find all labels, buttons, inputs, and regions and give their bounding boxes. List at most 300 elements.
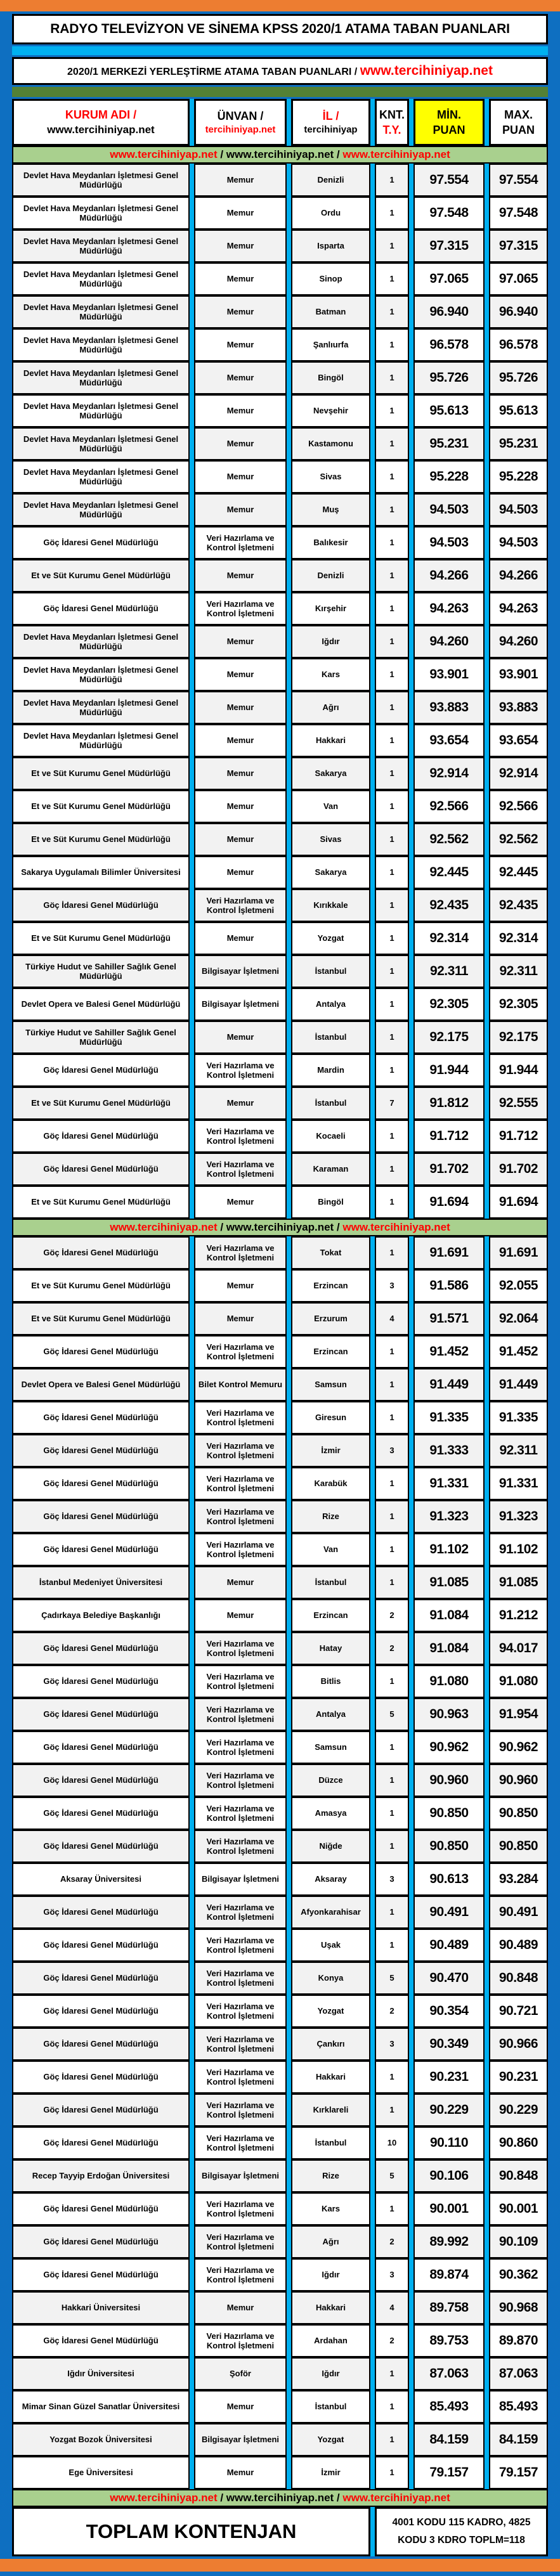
table-row [12,526,548,559]
knt-cell: 1 [375,295,409,328]
min-puan-cell: 94.260 [413,625,485,658]
min-puan-cell: 92.175 [413,1021,485,1054]
tercihiniyap-link[interactable]: www.tercihiniyap.net [342,2492,450,2504]
kurum-cell: Göç İdaresi Genel Müdürlüğü [12,1500,190,1533]
kurum-cell: Göç İdaresi Genel Müdürlüğü [12,592,190,625]
tercihiniyap-link[interactable]: www.tercihiniyap.net [110,1221,218,1233]
tercihiniyap-link[interactable]: www.tercihiniyap.net [226,1221,334,1233]
knt-cell: 2 [375,2225,409,2258]
table-row [12,1962,548,1995]
max-puan-cell: 92.314 [489,922,548,955]
kurum-cell: Hakkari Üniversitesi [12,2291,190,2324]
table-row [12,1566,548,1599]
table-row [12,262,548,295]
unvan-cell: Memur [194,658,287,691]
tercihiniyap-link[interactable]: tercihiniyap.net [205,124,276,136]
knt-cell: 1 [375,230,409,262]
knt-cell: 1 [375,1500,409,1533]
max-puan-cell: 91.702 [489,1153,548,1186]
unvan-cell: Veri Hazırlama ve Kontrol İşletmeni [194,1731,287,1764]
max-puan-cell: 90.229 [489,2094,548,2126]
table-row [12,2225,548,2258]
unvan-cell: Şoför [194,2357,287,2390]
table-row [12,1797,548,1830]
kurum-cell: Et ve Süt Kurumu Genel Müdürlüğü [12,757,190,790]
knt-cell: 1 [375,1929,409,1962]
table-row [12,691,548,724]
knt-cell: 1 [375,2061,409,2094]
table-row [12,394,548,427]
kurum-cell: Göç İdaresi Genel Müdürlüğü [12,889,190,922]
unvan-cell: Veri Hazırlama ve Kontrol İşletmeni [194,1467,287,1500]
unvan-cell: Memur [194,230,287,262]
summary-line-2: KODU 3 KDRO TOPLM=118 [398,2535,525,2546]
table-row [12,1467,548,1500]
il-cell: Samsun [291,1731,370,1764]
il-cell: Sinop [291,262,370,295]
unvan-cell: Veri Hazırlama ve Kontrol İşletmeni [194,2258,287,2291]
table-row [12,1764,548,1797]
table-row [12,295,548,328]
kurum-cell: Aksaray Üniversitesi [12,1863,190,1896]
knt-cell: 1 [375,1153,409,1186]
knt-cell: 1 [375,1368,409,1401]
knt-cell: 2 [375,1599,409,1632]
il-cell: Karaman [291,1153,370,1186]
min-puan-cell: 91.084 [413,1599,485,1632]
promo-bar-bottom: www.tercihiniyap.net / www.tercihiniyap.net / www.tercihiniyap.net [12,2489,548,2507]
subtitle-box [12,57,548,85]
kurum-cell: Devlet Hava Meydanları İşletmesi Genel Müdürlüğü [12,427,190,460]
knt-cell: 1 [375,856,409,889]
unvan-cell: Veri Hazırlama ve Kontrol İşletmeni [194,1896,287,1929]
knt-cell: 2 [375,2324,409,2357]
unvan-cell: Bilgisayar İşletmeni [194,988,287,1021]
cyan-divider-bar [12,46,548,55]
il-cell: İstanbul [291,1566,370,1599]
min-puan-cell: 87.063 [413,2357,485,2390]
min-puan-cell: 92.566 [413,790,485,823]
unvan-cell: Memur [194,427,287,460]
unvan-cell: Veri Hazırlama ve Kontrol İşletmeni [194,2192,287,2225]
table-row [12,164,548,197]
il-cell: Bingöl [291,361,370,394]
page-title: RADYO TELEVİZYON VE SİNEMA KPSS 2020/1 ATAMA TABAN PUANLARI [12,14,548,44]
unvan-cell: Memur [194,1021,287,1054]
max-puan-cell: 91.954 [489,1698,548,1731]
min-puan-cell: 79.157 [413,2456,485,2489]
col-header-unvan: ÜNVAN / tercihiniyap.net [194,99,287,146]
il-cell: Mardin [291,1054,370,1087]
kurum-cell: Devlet Hava Meydanları İşletmesi Genel Müdürlüğü [12,394,190,427]
kurum-cell: Ege Üniversitesi [12,2456,190,2489]
knt-cell: 1 [375,790,409,823]
max-puan-cell: 95.613 [489,394,548,427]
unvan-cell: Veri Hazırlama ve Kontrol İşletmeni [194,1665,287,1698]
table-row [12,230,548,262]
knt-cell: 3 [375,1863,409,1896]
il-cell: Tokat [291,1236,370,1269]
table-row [12,1302,548,1335]
knt-cell: 3 [375,1269,409,1302]
min-puan-cell: 92.314 [413,922,485,955]
table-row [12,2126,548,2159]
min-puan-cell: 92.305 [413,988,485,1021]
kurum-cell: Göç İdaresi Genel Müdürlüğü [12,1731,190,1764]
table-row [12,1236,548,1269]
table-row [12,2028,548,2061]
min-puan-cell: 91.571 [413,1302,485,1335]
min-puan-cell: 89.753 [413,2324,485,2357]
table-row [12,2094,548,2126]
kurum-cell: Göç İdaresi Genel Müdürlüğü [12,1962,190,1995]
kurum-cell: Türkiye Hudut ve Sahiller Sağlık Genel Müdürlüğü [12,955,190,988]
min-puan-cell: 91.333 [413,1434,485,1467]
unvan-cell: Veri Hazırlama ve Kontrol İşletmeni [194,1236,287,1269]
il-cell: Denizli [291,559,370,592]
unvan-cell: Veri Hazırlama ve Kontrol İşletmeni [194,1500,287,1533]
il-cell: İstanbul [291,1021,370,1054]
il-cell: Ağrı [291,2225,370,2258]
max-puan-cell: 91.080 [489,1665,548,1698]
il-cell: Amasya [291,1797,370,1830]
unvan-cell: Bilet Kontrol Memuru [194,1368,287,1401]
max-puan-cell: 94.017 [489,1632,548,1665]
kurum-cell: Et ve Süt Kurumu Genel Müdürlüğü [12,559,190,592]
max-puan-cell: 94.266 [489,559,548,592]
kurum-cell: Iğdır Üniversitesi [12,2357,190,2390]
max-puan-cell: 93.654 [489,724,548,757]
subtitle-text: 2020/1 MERKEZİ YERLEŞTİRME ATAMA TABAN PUANLARI / [67,67,358,77]
knt-cell: 1 [375,460,409,493]
kurum-cell: Göç İdaresi Genel Müdürlüğü [12,1120,190,1153]
kurum-cell: Göç İdaresi Genel Müdürlüğü [12,2258,190,2291]
table-row [12,592,548,625]
kurum-cell: Göç İdaresi Genel Müdürlüğü [12,526,190,559]
min-puan-cell: 92.445 [413,856,485,889]
min-puan-cell: 92.311 [413,955,485,988]
table-row [12,2456,548,2489]
table-row [12,1731,548,1764]
knt-cell: 3 [375,1434,409,1467]
tercihiniyap-link[interactable]: www.tercihiniyap.net [360,63,493,78]
kurum-cell: Devlet Hava Meydanları İşletmesi Genel Müdürlüğü [12,724,190,757]
min-puan-cell: 90.354 [413,1995,485,2028]
table-row [12,1929,548,1962]
il-cell: Erzincan [291,1269,370,1302]
min-puan-cell: 91.691 [413,1236,485,1269]
kurum-cell: Göç İdaresi Genel Müdürlüğü [12,2225,190,2258]
min-puan-cell: 95.726 [413,361,485,394]
knt-cell: 1 [375,1830,409,1863]
unvan-cell: Veri Hazırlama ve Kontrol İşletmeni [194,1764,287,1797]
tercihiniyap-link[interactable]: www.tercihiniyap.net [47,123,155,136]
unvan-cell: Memur [194,1186,287,1219]
unvan-cell: Memur [194,1599,287,1632]
unvan-cell: Memur [194,460,287,493]
il-cell: Niğde [291,1830,370,1863]
il-cell: Bingöl [291,1186,370,1219]
kurum-cell: Göç İdaresi Genel Müdürlüğü [12,2192,190,2225]
rows-section-2 [12,1236,548,2489]
max-puan-cell: 90.489 [489,1929,548,1962]
table-row [12,559,548,592]
min-puan-cell: 91.335 [413,1401,485,1434]
min-puan-cell: 92.435 [413,889,485,922]
table-row [12,1632,548,1665]
kurum-cell: Devlet Hava Meydanları İşletmesi Genel Müdürlüğü [12,164,190,197]
table-row [12,427,548,460]
kurum-cell: Çadırkaya Belediye Başkanlığı [12,1599,190,1632]
unvan-cell: Memur [194,1087,287,1120]
kurum-cell: Mimar Sinan Güzel Sanatlar Üniversitesi [12,2390,190,2423]
max-puan-cell: 92.311 [489,1434,548,1467]
kurum-cell: Devlet Hava Meydanları İşletmesi Genel Müdürlüğü [12,361,190,394]
table-row [12,2357,548,2390]
max-puan-cell: 91.694 [489,1186,548,1219]
max-puan-cell: 92.445 [489,856,548,889]
il-cell: Yozgat [291,1995,370,2028]
max-puan-cell: 92.175 [489,1021,548,1054]
kurum-cell: Devlet Hava Meydanları İşletmesi Genel Müdürlüğü [12,691,190,724]
tercihiniyap-link[interactable]: www.tercihiniyap.net [342,148,450,160]
table-row [12,2258,548,2291]
il-cell: Sivas [291,460,370,493]
min-puan-cell: 93.883 [413,691,485,724]
max-puan-cell: 91.085 [489,1566,548,1599]
knt-cell: 1 [375,1764,409,1797]
kurum-cell: Göç İdaresi Genel Müdürlüğü [12,1632,190,1665]
kurum-cell: Göç İdaresi Genel Müdürlüğü [12,1929,190,1962]
unvan-cell: Memur [194,856,287,889]
table-row [12,889,548,922]
knt-cell: 5 [375,2159,409,2192]
unvan-cell: Veri Hazırlama ve Kontrol İşletmeni [194,1153,287,1186]
kurum-cell: Göç İdaresi Genel Müdürlüğü [12,1830,190,1863]
min-puan-cell: 91.331 [413,1467,485,1500]
min-puan-cell: 84.159 [413,2423,485,2456]
tercihiniyap-link[interactable]: www.tercihiniyap.net [110,148,218,160]
max-puan-cell: 92.555 [489,1087,548,1120]
table-row [12,1896,548,1929]
min-puan-cell: 91.712 [413,1120,485,1153]
knt-cell: 4 [375,1302,409,1335]
max-puan-cell: 92.055 [489,1269,548,1302]
kurum-cell: Göç İdaresi Genel Müdürlüğü [12,2028,190,2061]
knt-cell: 2 [375,1632,409,1665]
il-cell: Erzincan [291,1335,370,1368]
knt-cell: 1 [375,1665,409,1698]
unvan-cell: Veri Hazırlama ve Kontrol İşletmeni [194,1434,287,1467]
unvan-cell: Veri Hazırlama ve Kontrol İşletmeni [194,1995,287,2028]
unvan-cell: Memur [194,164,287,197]
min-puan-cell: 91.944 [413,1054,485,1087]
col-header-kurum: KURUM ADI / www.tercihiniyap.net [12,99,190,146]
unvan-cell: Memur [194,691,287,724]
tercihiniyap-link[interactable]: www.tercihiniyap.net [342,1221,450,1233]
table-row [12,1153,548,1186]
kurum-cell: Göç İdaresi Genel Müdürlüğü [12,1467,190,1500]
il-cell: Bitlis [291,1665,370,1698]
tercihiniyap-link[interactable]: www.tercihiniyap.net [226,2492,334,2504]
knt-cell: 1 [375,922,409,955]
unvan-cell: Veri Hazırlama ve Kontrol İşletmeni [194,2324,287,2357]
min-puan-cell: 90.110 [413,2126,485,2159]
knt-cell: 5 [375,1698,409,1731]
max-puan-cell: 90.491 [489,1896,548,1929]
min-puan-cell: 92.562 [413,823,485,856]
knt-cell: 3 [375,2258,409,2291]
max-puan-cell: 90.231 [489,2061,548,2094]
il-cell: Yozgat [291,2423,370,2456]
min-puan-cell: 91.085 [413,1566,485,1599]
knt-cell: 1 [375,1054,409,1087]
il-cell: Şanlıurfa [291,328,370,361]
max-puan-cell: 91.331 [489,1467,548,1500]
unvan-cell: Memur [194,625,287,658]
unvan-cell: Memur [194,1566,287,1599]
tercihiniyap-link[interactable]: tercihiniyap [304,124,358,136]
kurum-cell: Et ve Süt Kurumu Genel Müdürlüğü [12,1186,190,1219]
min-puan-cell: 97.065 [413,262,485,295]
kurum-cell: Göç İdaresi Genel Müdürlüğü [12,1054,190,1087]
il-cell: Kırşehir [291,592,370,625]
il-cell: İstanbul [291,2390,370,2423]
min-puan-cell: 94.263 [413,592,485,625]
min-puan-cell: 90.106 [413,2159,485,2192]
unvan-cell: Veri Hazırlama ve Kontrol İşletmeni [194,889,287,922]
knt-cell: 4 [375,2291,409,2324]
min-puan-cell: 92.914 [413,757,485,790]
table-row [12,361,548,394]
min-puan-cell: 89.992 [413,2225,485,2258]
unvan-cell: Veri Hazırlama ve Kontrol İşletmeni [194,1401,287,1434]
unvan-cell: Veri Hazırlama ve Kontrol İşletmeni [194,2061,287,2094]
kurum-cell: Göç İdaresi Genel Müdürlüğü [12,1434,190,1467]
max-puan-cell: 94.263 [489,592,548,625]
unvan-cell: Memur [194,823,287,856]
il-cell: Giresun [291,1401,370,1434]
kurum-cell: Devlet Hava Meydanları İşletmesi Genel Müdürlüğü [12,460,190,493]
kurum-cell: Göç İdaresi Genel Müdürlüğü [12,2126,190,2159]
il-cell: Van [291,1533,370,1566]
min-puan-cell: 90.229 [413,2094,485,2126]
il-cell: Aksaray [291,1863,370,1896]
max-puan-cell: 90.960 [489,1764,548,1797]
il-cell: Kırklareli [291,2094,370,2126]
max-puan-cell: 90.850 [489,1830,548,1863]
unvan-cell: Veri Hazırlama ve Kontrol İşletmeni [194,2126,287,2159]
kurum-cell: Devlet Hava Meydanları İşletmesi Genel Müdürlüğü [12,493,190,526]
il-cell: Iğdır [291,2357,370,2390]
min-puan-cell: 97.315 [413,230,485,262]
min-puan-cell: 94.266 [413,559,485,592]
min-puan-cell: 91.694 [413,1186,485,1219]
il-cell: Uşak [291,1929,370,1962]
table-row [12,1863,548,1896]
unvan-cell: Bilgisayar İşletmeni [194,2159,287,2192]
rows-section-1 [12,164,548,1219]
kurum-cell: Devlet Hava Meydanları İşletmesi Genel Müdürlüğü [12,197,190,230]
max-puan-cell: 91.323 [489,1500,548,1533]
unvan-cell: Veri Hazırlama ve Kontrol İşletmeni [194,1797,287,1830]
unvan-cell: Veri Hazırlama ve Kontrol İşletmeni [194,526,287,559]
unvan-cell: Memur [194,262,287,295]
knt-cell: 1 [375,262,409,295]
knt-cell: 3 [375,2028,409,2061]
top-accent-bar [0,0,560,11]
knt-cell: 1 [375,988,409,1021]
max-puan-cell: 90.850 [489,1797,548,1830]
min-puan-cell: 97.548 [413,197,485,230]
il-cell: İzmir [291,2456,370,2489]
unvan-cell: Veri Hazırlama ve Kontrol İşletmeni [194,592,287,625]
col-header-il: İL / tercihiniyap [291,99,370,146]
knt-cell: 1 [375,658,409,691]
unvan-cell: Veri Hazırlama ve Kontrol İşletmeni [194,2094,287,2126]
kurum-cell: Devlet Opera ve Balesi Genel Müdürlüğü [12,988,190,1021]
max-puan-cell: 91.944 [489,1054,548,1087]
min-puan-cell: 95.613 [413,394,485,427]
unvan-cell: Memur [194,724,287,757]
table-row [12,2291,548,2324]
unvan-cell: Bilgisayar İşletmeni [194,2423,287,2456]
tercihiniyap-link[interactable]: www.tercihiniyap.net [110,2492,218,2504]
il-cell: Balıkesir [291,526,370,559]
min-puan-cell: 89.874 [413,2258,485,2291]
max-puan-cell: 91.712 [489,1120,548,1153]
table-row [12,625,548,658]
knt-cell: 1 [375,1896,409,1929]
min-puan-cell: 90.001 [413,2192,485,2225]
knt-cell: 1 [375,724,409,757]
table-row [12,2159,548,2192]
max-puan-cell: 90.109 [489,2225,548,2258]
knt-cell: 1 [375,757,409,790]
knt-cell: 1 [375,1335,409,1368]
table-row [12,197,548,230]
min-puan-cell: 91.812 [413,1087,485,1120]
il-cell: Çankırı [291,2028,370,2061]
il-cell: Ardahan [291,2324,370,2357]
data-table [12,146,548,2556]
max-puan-cell: 90.860 [489,2126,548,2159]
knt-cell: 1 [375,691,409,724]
unvan-cell: Memur [194,922,287,955]
unvan-cell: Bilgisayar İşletmeni [194,955,287,988]
max-puan-cell: 91.335 [489,1401,548,1434]
table-row [12,1054,548,1087]
table-row [12,922,548,955]
knt-cell: 1 [375,394,409,427]
table-row [12,790,548,823]
il-cell: Erzincan [291,1599,370,1632]
il-cell: Antalya [291,988,370,1021]
il-cell: Kırıkkale [291,889,370,922]
unvan-cell: Veri Hazırlama ve Kontrol İşletmeni [194,2028,287,2061]
max-puan-cell: 97.065 [489,262,548,295]
min-puan-cell: 91.449 [413,1368,485,1401]
max-puan-cell: 91.212 [489,1599,548,1632]
max-puan-cell: 90.362 [489,2258,548,2291]
knt-cell: 1 [375,164,409,197]
knt-cell: 1 [375,1797,409,1830]
tercihiniyap-link[interactable]: www.tercihiniyap.net [226,148,334,160]
unvan-cell: Veri Hazırlama ve Kontrol İşletmeni [194,1335,287,1368]
min-puan-cell: 90.470 [413,1962,485,1995]
il-cell: Kastamonu [291,427,370,460]
knt-cell: 10 [375,2126,409,2159]
